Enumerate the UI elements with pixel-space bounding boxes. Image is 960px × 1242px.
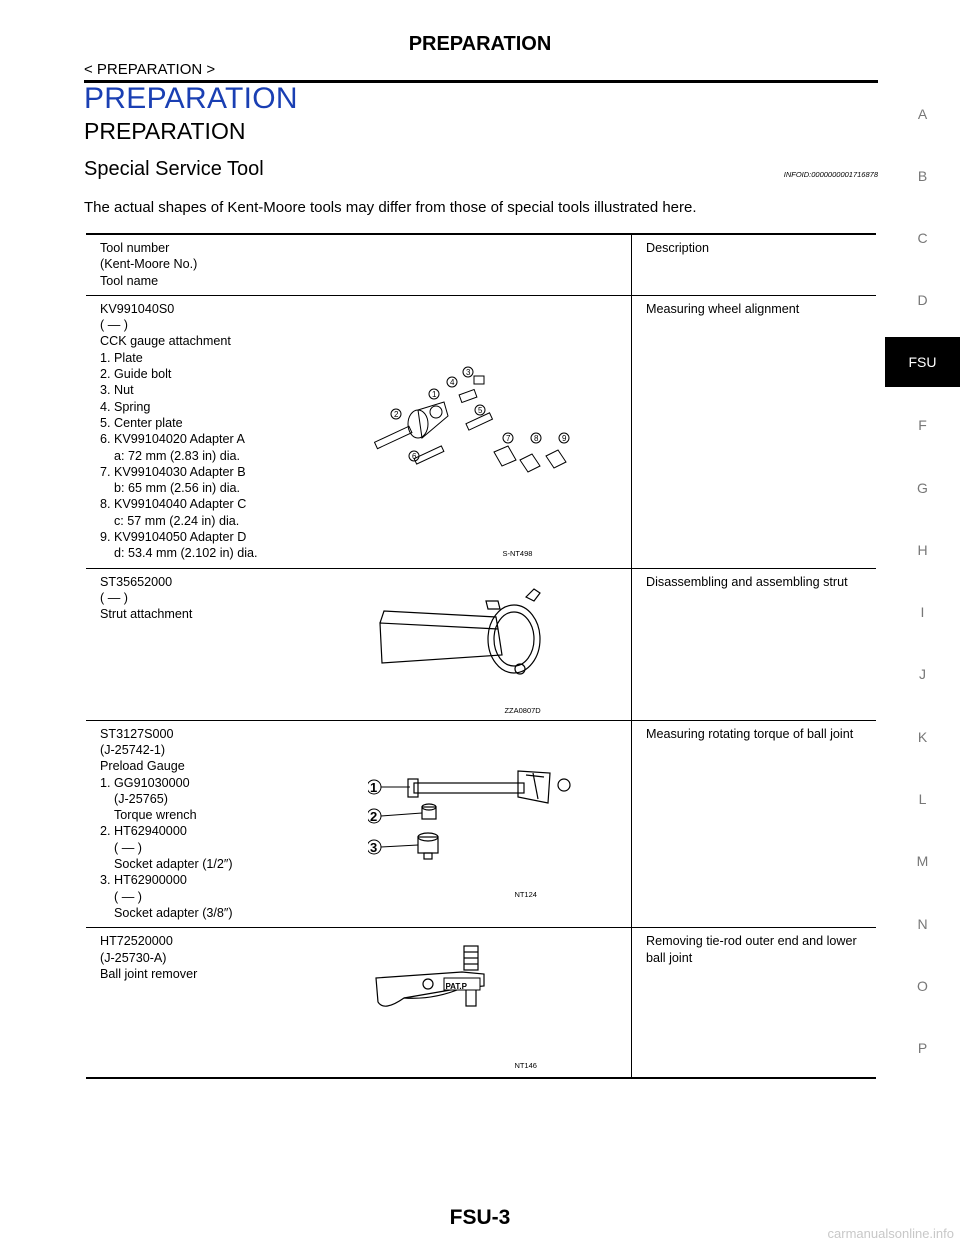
part-item: 4. Spring: [100, 399, 151, 414]
part-item: 2. HT62940000: [100, 824, 187, 839]
side-index-p[interactable]: P: [917, 1040, 928, 1056]
patent-label: PAT.P: [445, 982, 467, 992]
tool-description: Removing tie-rod outer end and lower ball joint: [646, 934, 857, 965]
figure-code: ZZA0807D: [504, 705, 541, 715]
side-index-o[interactable]: O: [917, 978, 928, 994]
part-detail: ( — ): [114, 840, 142, 855]
strut-attachment-illustration: [378, 583, 558, 693]
figure-cell: [364, 568, 631, 720]
svg-text:2: 2: [370, 808, 378, 824]
kent-moore-number: ( — ): [100, 318, 128, 333]
side-index-h[interactable]: H: [917, 542, 928, 558]
info-id: INFOID:0000000001716878: [783, 170, 878, 179]
side-index-fsu[interactable]: FSU: [885, 337, 960, 387]
side-index-c[interactable]: C: [917, 230, 928, 246]
part-item: 2. Guide bolt: [100, 367, 172, 382]
table-row: [86, 295, 876, 568]
kent-moore-number: (J-25730-A): [100, 950, 167, 965]
figure-code: S-NT498: [502, 548, 533, 558]
svg-text:2: 2: [394, 409, 399, 419]
header-breadcrumb: < PREPARATION >: [84, 61, 216, 78]
intro-text: The actual shapes of Kent-Moore tools may differ from those of special tools illustrated here.: [84, 199, 697, 216]
part-detail: Torque wrench: [114, 808, 197, 823]
side-index-a[interactable]: A: [917, 106, 928, 122]
subsection-title: PREPARATION: [84, 118, 246, 144]
side-index-d[interactable]: D: [917, 292, 928, 308]
part-item: 3. HT62900000: [100, 873, 187, 888]
part-item: 6. KV99104020 Adapter A: [100, 432, 245, 447]
tool-number: HT72520000: [100, 934, 173, 949]
tool-name: Strut attachment: [100, 607, 193, 622]
preload-gauge-illustration: [368, 763, 588, 893]
tool-description: Measuring wheel alignment: [646, 301, 800, 316]
cck-gauge-attachment-illustration: [374, 364, 584, 494]
tool-number: ST3127S000: [100, 726, 174, 741]
watermark: carmanualsonline.info: [827, 1226, 954, 1241]
side-index-k[interactable]: K: [917, 729, 928, 745]
figure-cell: [364, 928, 631, 1078]
part-item: 7. KV99104030 Adapter B: [100, 464, 246, 479]
side-index-b[interactable]: B: [917, 168, 928, 184]
svg-text:1: 1: [432, 389, 437, 399]
svg-text:9: 9: [562, 433, 567, 443]
tool-name: Preload Gauge: [100, 759, 185, 774]
figure-cell: [364, 720, 631, 928]
part-detail: c: 57 mm (2.24 in) dia.: [114, 513, 240, 528]
tool-description: Measuring rotating torque of ball joint: [646, 726, 854, 741]
part-item: 1. Plate: [100, 350, 143, 365]
header-title: PREPARATION: [408, 33, 552, 55]
side-index-m[interactable]: M: [916, 853, 929, 869]
part-item: 9. KV99104050 Adapter D: [100, 530, 247, 545]
figure-cell: [364, 295, 631, 568]
part-item: 1. GG91030000: [100, 775, 190, 790]
svg-text:8: 8: [534, 433, 539, 443]
part-detail: ( — ): [114, 889, 142, 904]
part-detail: a: 72 mm (2.83 in) dia.: [114, 448, 240, 463]
svg-text:3: 3: [466, 367, 471, 377]
topic-title: Special Service Tool: [84, 158, 264, 180]
side-index-i[interactable]: I: [920, 604, 925, 620]
side-index-g[interactable]: G: [917, 480, 928, 496]
part-detail: d: 53.4 mm (2.102 in) dia.: [114, 546, 258, 561]
svg-text:7: 7: [506, 433, 511, 443]
figure-code: NT146: [514, 1061, 537, 1071]
side-index-l[interactable]: L: [918, 791, 927, 807]
tool-name: CCK gauge attachment: [100, 334, 231, 349]
tool-table: [86, 233, 876, 1079]
col-header-tool-name: Tool name: [100, 273, 159, 288]
side-index-n[interactable]: N: [917, 916, 928, 932]
col-header-kent-moore: (Kent-Moore No.): [100, 257, 198, 272]
part-detail: Socket adapter (1/2″): [114, 857, 233, 872]
side-index-j[interactable]: J: [919, 666, 926, 682]
part-detail: Socket adapter (3/8″): [114, 905, 233, 920]
table-row: [86, 568, 876, 720]
page-number: FSU-3: [449, 1206, 511, 1229]
svg-text:6: 6: [412, 451, 417, 461]
svg-text:4: 4: [450, 377, 455, 387]
svg-text:1: 1: [370, 779, 378, 795]
part-item: 3. Nut: [100, 383, 134, 398]
svg-text:5: 5: [478, 405, 483, 415]
svg-text:3: 3: [370, 839, 378, 855]
tool-name: Ball joint remover: [100, 966, 198, 981]
table-row: [86, 928, 876, 1078]
section-title: PREPARATION: [84, 82, 298, 115]
part-detail: (J-25765): [114, 791, 168, 806]
col-header-description: Description: [646, 241, 709, 255]
part-detail: b: 65 mm (2.56 in) dia.: [114, 481, 240, 496]
kent-moore-number: (J-25742-1): [100, 742, 166, 757]
part-item: 8. KV99104040 Adapter C: [100, 497, 247, 512]
side-index-f[interactable]: F: [918, 417, 927, 433]
tool-description: Disassembling and assembling strut: [646, 574, 848, 589]
col-header-tool-number: Tool number: [100, 241, 170, 255]
table-header-row: [86, 234, 876, 295]
tool-number: ST35652000: [100, 574, 173, 589]
figure-code: NT124: [514, 889, 537, 899]
tool-number: KV991040S0: [100, 301, 175, 316]
part-item: 5. Center plate: [100, 415, 183, 430]
table-row: [86, 720, 876, 928]
kent-moore-number: ( — ): [100, 590, 128, 605]
